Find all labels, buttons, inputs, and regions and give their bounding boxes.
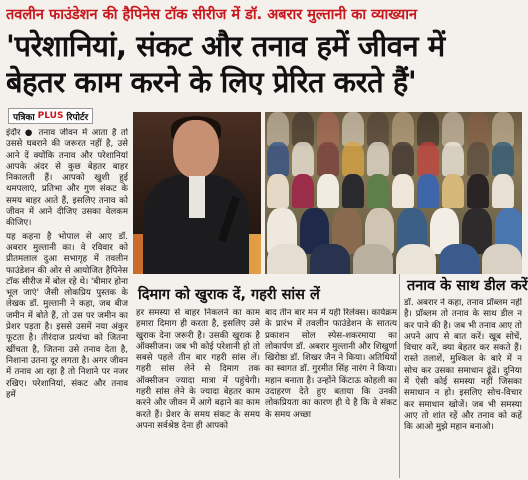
subheading-stress: तनाव के साथ डील करें xyxy=(407,278,528,294)
main-headline xyxy=(6,28,522,100)
byline xyxy=(8,108,93,124)
byline-prefix: पत्रिका xyxy=(13,112,35,123)
article-column-4: डॉ. अबरार ने कहा, तनाव प्रॉब्लम नहीं है। प्रॉब्लम तो तनाव के साथ डील न कर पाने की है। जब भी तनाव आए तो अपने आप से बात करें। खूब सोचें, विचार करें, क्या बेहतर कर सकते हैं। रास्ते तलाशें, मुश्किल के बारे में न सोच कर उसका समाधान ढूंढें। दुनिया में ऐसी कोई समस्या नहीं जिसका समाधान न हो। इसलिए सोच-विचार कर समाधान खोजें। जब भी समस्या आए तो शांत रहें और तनाव को कहें कि आओ मुझे महान बनाओ। xyxy=(404,298,522,433)
byline-suffix: रिपोर्टर xyxy=(66,112,89,123)
article-column-1 xyxy=(6,128,128,476)
headline-line-1: 'परेशानियां, संकट और तनाव हमें जीवन में xyxy=(6,29,445,63)
article-paragraph: इंदौर ● तनाव जीवन में आता है तो उससे घबराने की जरूरत नहीं है, उसे आने दें क्योंकि तनाव और परेशानियां आपके अंदर से कुछ बेहतर बाहर निकालती हैं। आपको खुशी हुई थमपलाएं, प्रतिभा और गुण संकट के समय बाहर आते हैं, इसलिए तनाव को जीवन में आने दीजिए उसका वेलकम कीजिए। xyxy=(6,128,128,229)
column-divider xyxy=(399,274,400,478)
headline-line-2: बेहतर काम करने के लिए प्रेरित करते हैं' xyxy=(6,65,417,99)
audience-photo xyxy=(265,112,522,274)
article-column-3: बाद तीन बार मन में यही रिलेक्स। कार्यक्रम के प्रारंभ में तवलीन फाउंडेशन के सातत्य प्रकाशन सोल स्पेस-शकरमाया का लोकार्पण डॉ. अबरार मुल्तानी और शिखुर्णा खिरोष्ठा डॉ. शिखर जैन ने किया। अतिथियों का स्वागत डॉ. गुरमीत सिंह नारंग ने किया। महान बनाता है। उन्होंने किंटाऊ कोहली का उदाहरण देते हुए बताया कि उनकी लोकप्रियता का कारण ही ये है कि वे संकट के समय अच्छा xyxy=(265,308,397,420)
kicker-headline: तवलीन फाउंडेशन की हैपिनेस टॉक सीरीज में डॉ. अबरार मुल्तानी का व्याख्यान xyxy=(6,7,418,23)
article-paragraph: यह कहना है भोपाल से आए डॉ. अबरार मुल्तानी का। वे रविवार को प्रीतमलाल दुआ सभागृह में तवलीन फाउंडेशन की ओर से आयोजित हैपिनेस टॉक सीरीज में बोल रहे थे। 'बीमार होना भूल जाएं' जैसी लोकप्रिय पुस्तक के लेखक डॉ. मुल्तानी ने कहा, जब बीज जमीन में बोते हैं, तो उस पर जमीन का प्रेशर पड़ता है। इससे उसमें नया अंकुर फूटता है। तीरंदाज प्रत्यंचा को जितना खींचता है, जितना उसे तनाव देता है, निशाना उतना दूर लगता है। अगर जीवन में तनाव आ रहा है तो निशाने पर नजर रखिए। परेशानियां, संकट और तनाव हमें xyxy=(6,231,128,400)
speaker-photo xyxy=(133,112,261,274)
subheading-brain: दिमाग को खुराक दें, गहरी सांस लें xyxy=(138,287,320,303)
article-column-2: हर समस्या से बाहर निकलने का काम हमारा दिमाग ही करता है, इसलिए उसे खुराक देना जरूरी है। उसकी खुराक है ऑक्सीजन। जब भी कोई परेशानी हो तो सबसे पहले तीन बार गहरी सांस लें। गहरी सांस लेने से दिमाग तक ऑक्सीजन ज्यादा मात्रा में पहुंचेगी। गहरी सांस लेने के ज्यादा बेहतर काम करने और जीवन में आगे बढ़ाने का काम करते हैं। प्रेशर के समय संकट के समय अपना सर्वश्रेष्ठ देना ही आपको xyxy=(136,308,260,431)
byline-plus: PLUS xyxy=(37,111,64,121)
